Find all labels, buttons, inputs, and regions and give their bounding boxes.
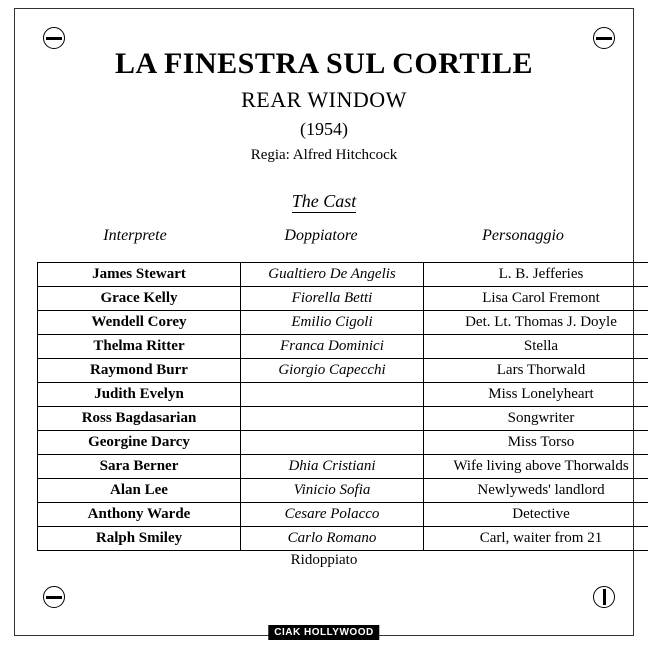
table-row bbox=[38, 431, 648, 455]
table-row bbox=[38, 503, 648, 527]
cell-interprete: Wendell Corey bbox=[38, 311, 241, 335]
cell-doppiatore bbox=[241, 383, 424, 407]
cell-personaggio: Carl, waiter from 21 bbox=[424, 527, 648, 551]
table-column-headers bbox=[37, 227, 637, 245]
cell-personaggio: L. B. Jefferies bbox=[424, 263, 648, 287]
cast-heading bbox=[15, 191, 633, 212]
cast-heading-text: The Cast bbox=[291, 191, 357, 211]
cell-doppiatore bbox=[241, 431, 424, 455]
cell-interprete: Alan Lee bbox=[38, 479, 241, 503]
director-line: Regia: Alfred Hitchcock bbox=[250, 147, 398, 163]
cell-doppiatore: Emilio Cigoli bbox=[241, 311, 424, 335]
cell-interprete: Grace Kelly bbox=[38, 287, 241, 311]
cell-personaggio: Miss Torso bbox=[424, 431, 648, 455]
sprocket-hole-icon bbox=[43, 27, 65, 49]
cell-doppiatore bbox=[241, 407, 424, 431]
table-row bbox=[38, 455, 648, 479]
cell-personaggio: Lisa Carol Fremont bbox=[424, 287, 648, 311]
original-title: REAR WINDOW bbox=[241, 87, 407, 112]
cell-personaggio: Det. Lt. Thomas J. Doyle bbox=[424, 311, 648, 335]
sprocket-hole-icon bbox=[43, 586, 65, 608]
cell-doppiatore: Giorgio Capecchi bbox=[241, 359, 424, 383]
table-row bbox=[38, 263, 648, 287]
cell-doppiatore: Fiorella Betti bbox=[241, 287, 424, 311]
table-row bbox=[38, 407, 648, 431]
cell-interprete: James Stewart bbox=[38, 263, 241, 287]
cell-doppiatore: Cesare Polacco bbox=[241, 503, 424, 527]
column-header-interprete: Interprete bbox=[103, 227, 167, 244]
cell-personaggio: Newlyweds' landlord bbox=[424, 479, 648, 503]
cell-doppiatore: Gualtiero De Angelis bbox=[241, 263, 424, 287]
cell-personaggio: Detective bbox=[424, 503, 648, 527]
cell-interprete: Judith Evelyn bbox=[38, 383, 241, 407]
sprocket-hole-icon bbox=[593, 27, 615, 49]
cell-personaggio: Wife living above Thorwalds bbox=[424, 455, 648, 479]
cell-personaggio: Lars Thorwald bbox=[424, 359, 648, 383]
column-header-personaggio: Personaggio bbox=[482, 227, 564, 244]
cast-table bbox=[37, 262, 648, 551]
table-row bbox=[38, 311, 648, 335]
cell-interprete: Anthony Warde bbox=[38, 503, 241, 527]
table-row bbox=[38, 479, 648, 503]
cell-interprete: Raymond Burr bbox=[38, 359, 241, 383]
cell-doppiatore: Dhia Cristiani bbox=[241, 455, 424, 479]
page-title: LA FINESTRA SUL CORTILE bbox=[114, 47, 534, 80]
cell-doppiatore: Franca Dominici bbox=[241, 335, 424, 359]
ciak-hollywood-logo: CIAK HOLLYWOOD bbox=[268, 625, 379, 640]
document-sheet bbox=[14, 8, 634, 636]
sprocket-hole-icon bbox=[593, 586, 615, 608]
cell-doppiatore: Carlo Romano bbox=[241, 527, 424, 551]
cell-interprete: Thelma Ritter bbox=[38, 335, 241, 359]
release-year: (1954) bbox=[300, 119, 348, 139]
cell-interprete: Ross Bagdasarian bbox=[38, 407, 241, 431]
table-row bbox=[38, 359, 648, 383]
cell-interprete: Georgine Darcy bbox=[38, 431, 241, 455]
table-row bbox=[38, 527, 648, 551]
table-row bbox=[38, 383, 648, 407]
cast-table-body bbox=[38, 263, 648, 551]
cell-personaggio: Songwriter bbox=[424, 407, 648, 431]
dubbing-note: Ridoppiato bbox=[290, 552, 358, 568]
cell-personaggio: Stella bbox=[424, 335, 648, 359]
cell-personaggio: Miss Lonelyheart bbox=[424, 383, 648, 407]
table-row bbox=[38, 287, 648, 311]
cell-interprete: Ralph Smiley bbox=[38, 527, 241, 551]
table-row bbox=[38, 335, 648, 359]
column-header-doppiatore: Doppiatore bbox=[284, 227, 358, 244]
cell-doppiatore: Vinicio Sofia bbox=[241, 479, 424, 503]
cell-interprete: Sara Berner bbox=[38, 455, 241, 479]
